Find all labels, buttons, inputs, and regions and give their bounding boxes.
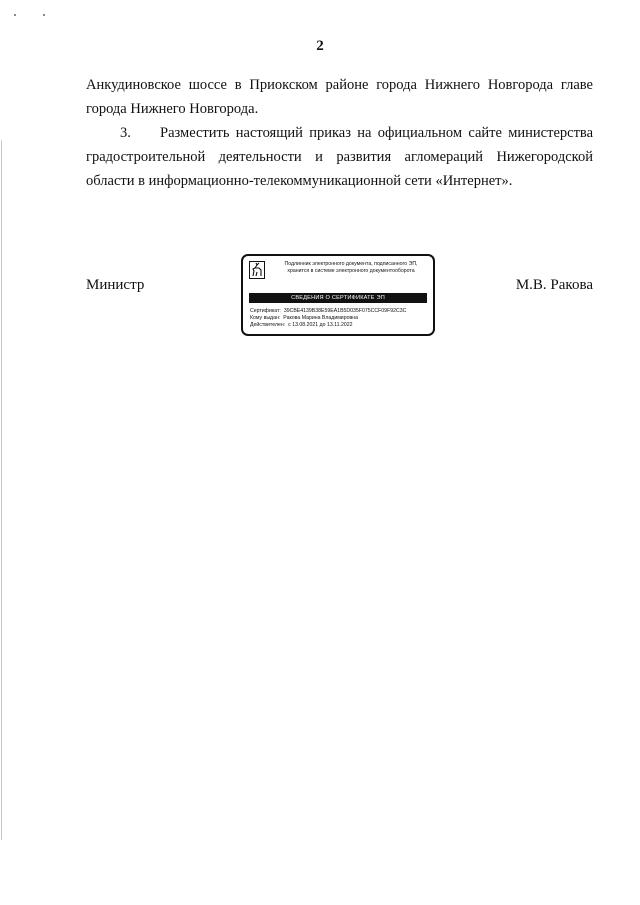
stamp-certificate-bar: СВЕДЕНИЯ О СЕРТИФИКАТЕ ЭП	[249, 293, 427, 303]
valid-label: Действителен:	[250, 322, 286, 328]
valid-value: с 13.08.2021 до 13.11.2022	[288, 322, 353, 328]
signer-title: Министр	[86, 277, 145, 293]
stamp-header	[271, 261, 431, 275]
paragraph-continuation: Анкудиновское шоссе в Приокском районе города Нижнего Новгорода главе города Нижнего Новгорода.	[86, 77, 593, 117]
issued-to-row	[250, 315, 430, 322]
stamp-details	[250, 308, 430, 329]
issued-to-label: Кому выдан:	[250, 315, 281, 321]
stamp-header-line: хранится в системе электронного документооборота	[287, 268, 415, 274]
certificate-label: Сертификат:	[250, 308, 281, 314]
deer-emblem-icon	[249, 261, 265, 279]
page-number: 2	[316, 38, 324, 54]
valid-row	[250, 322, 430, 329]
certificate-value: 39CBE4139B38E59EA1B5D035F075CCF09F92C3C	[283, 308, 407, 314]
signer-name: М.В. Ракова	[515, 277, 593, 293]
issued-to-value: Ракова Марина Владимировна	[283, 315, 358, 321]
item-text: Разместить настоящий приказ на официальном сайте министерства градостроительной деятельности и развития агломераций Нижегородской области в информационно-телекоммуникационной сети «Интернет».	[86, 125, 593, 189]
scan-edge-line	[1, 140, 2, 840]
scan-speck	[14, 14, 16, 16]
scan-speck	[43, 14, 45, 16]
paragraph-item-3	[86, 121, 593, 193]
e-signature-stamp	[241, 254, 435, 336]
item-number: 3.	[120, 125, 131, 141]
certificate-row	[250, 308, 430, 315]
stamp-header-line: Подлинник электронного документа, подписанного ЭП,	[284, 261, 418, 267]
